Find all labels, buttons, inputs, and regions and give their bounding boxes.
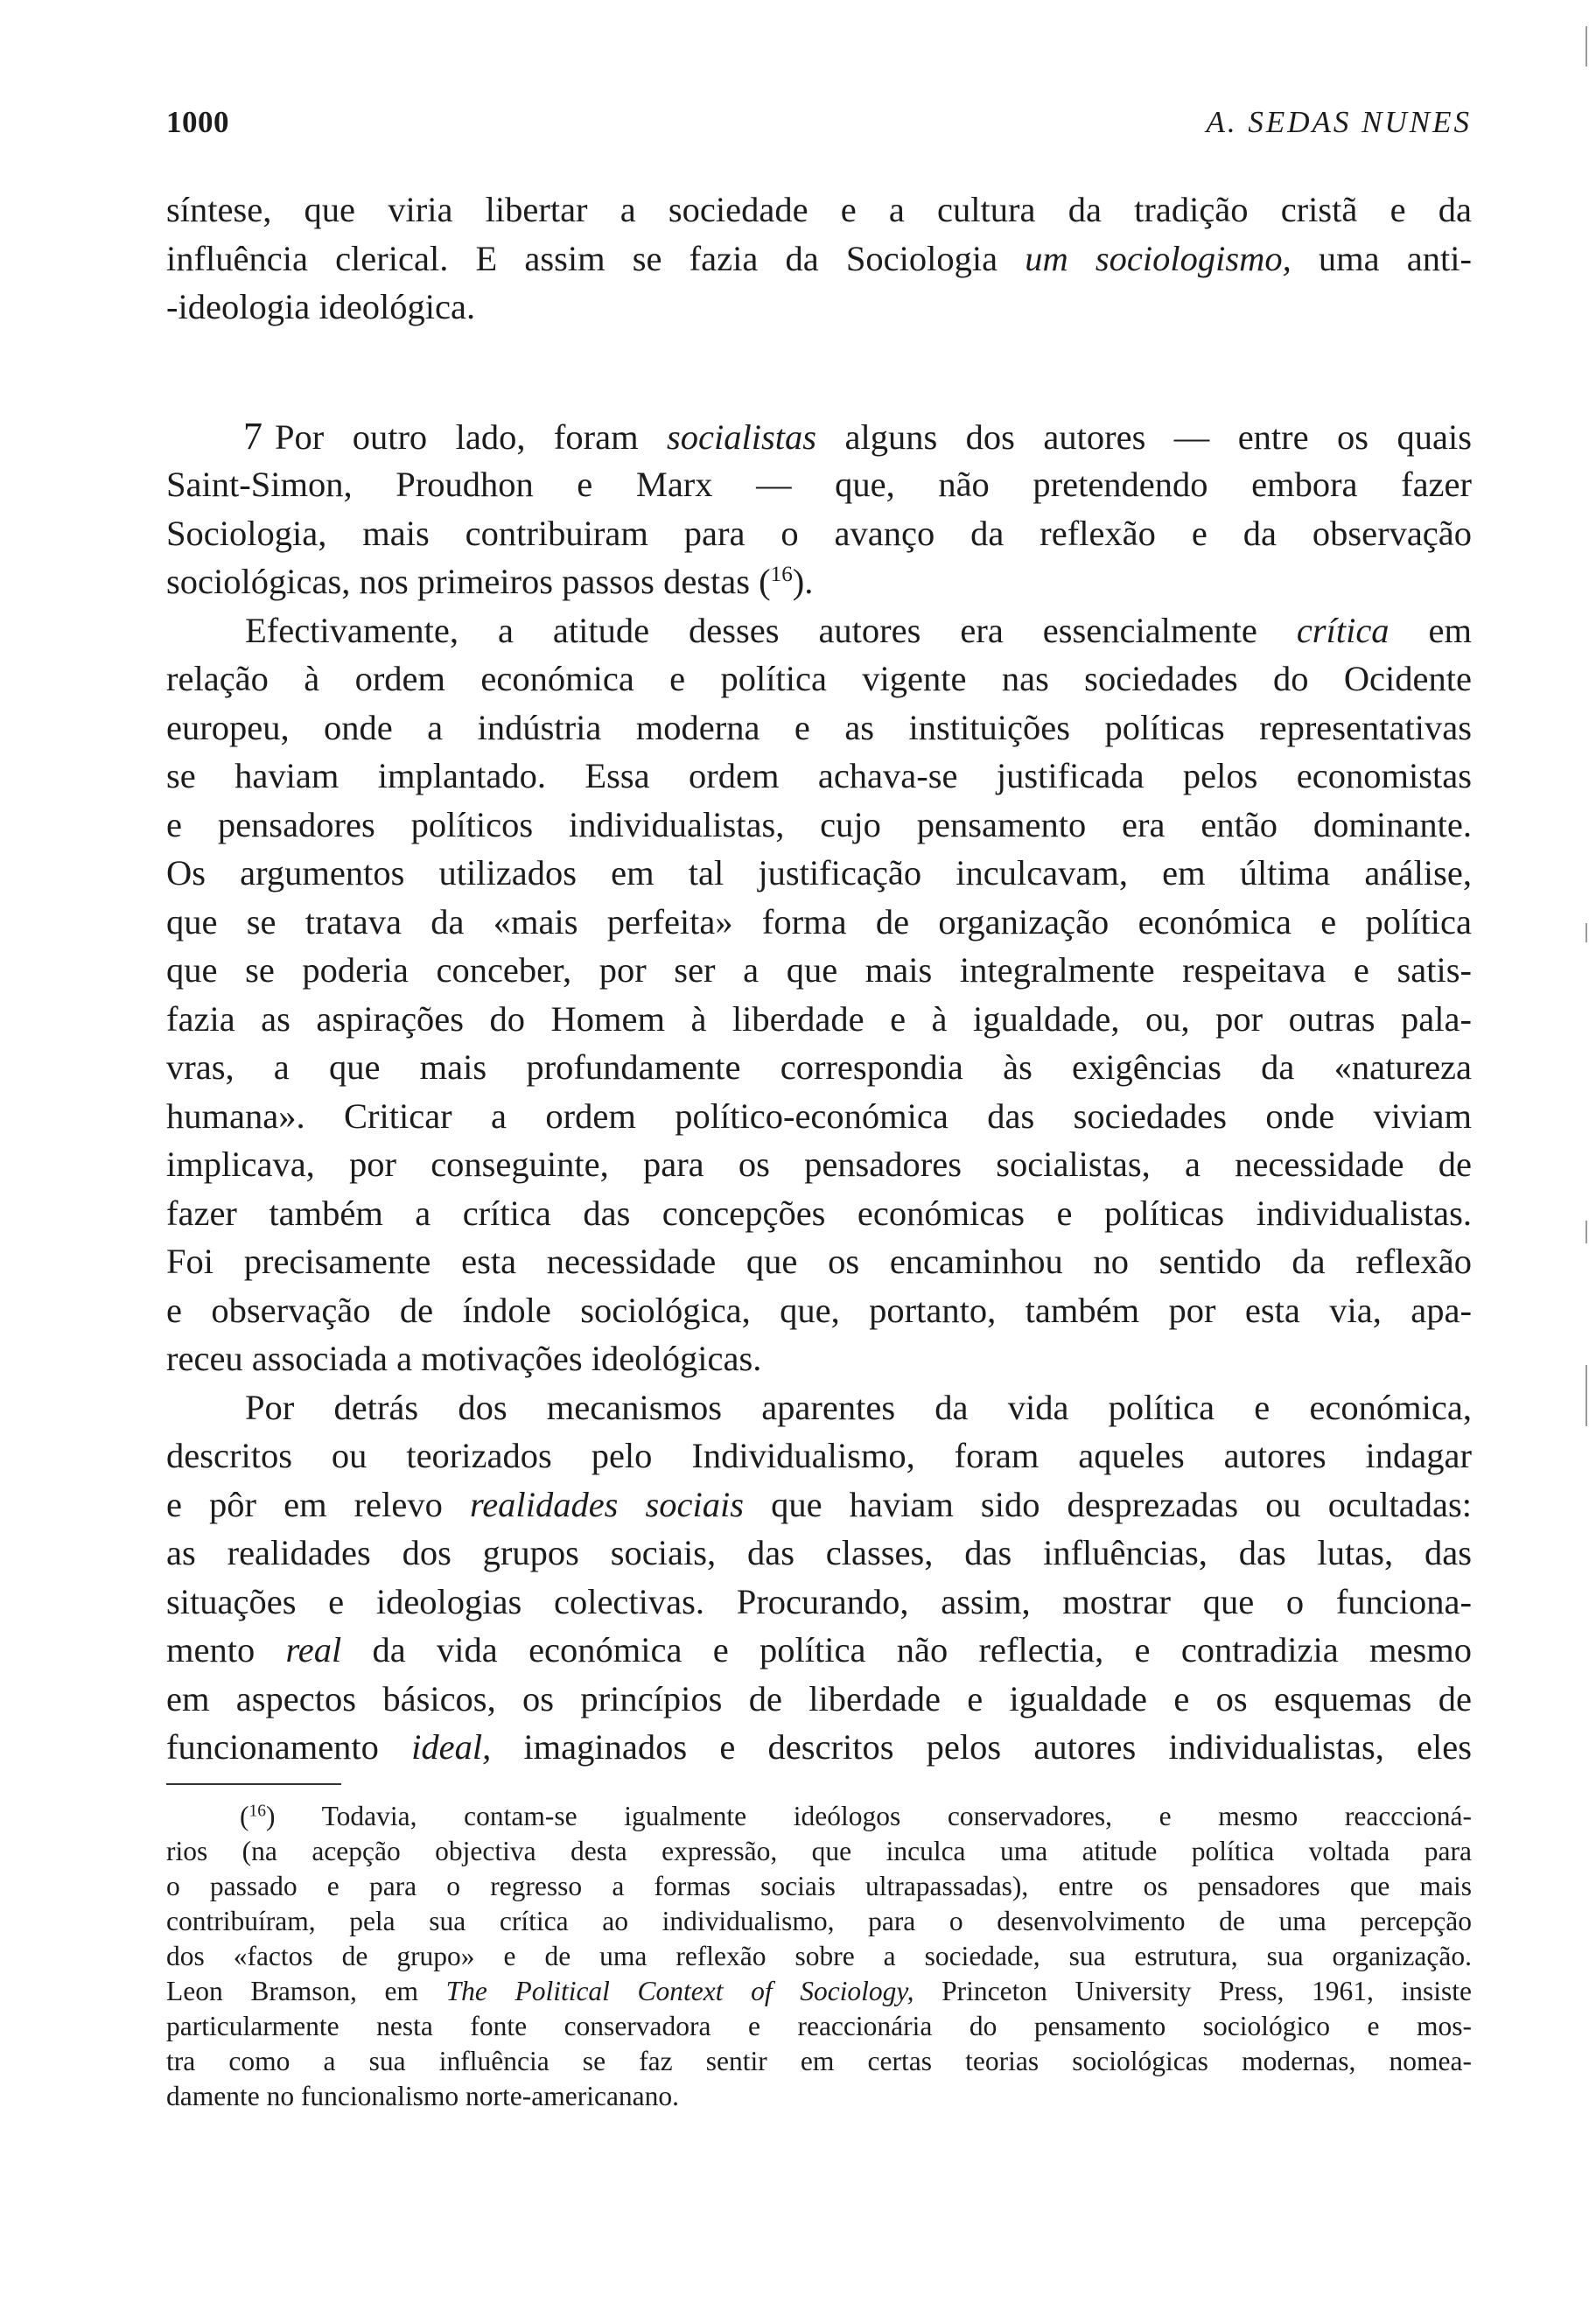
text-line: e observação de índole sociológica, que, portanto, também por esta via, apa- — [166, 1290, 1472, 1330]
footnote-line: dos «factos de grupo» e de uma reflexão sobre a sociedade, sua estrutura, sua organização. — [166, 1941, 1472, 1971]
italic-term: socialistas — [667, 416, 817, 457]
footnote-line: tra como a sua influência se faz sentir em certas teorias sociológicas modernas, nomea- — [166, 2046, 1472, 2076]
text-line: situações e ideologias colectivas. Procurando, assim, mostrar que o funciona- — [166, 1581, 1472, 1621]
text-line: receu associada a motivações ideológicas. — [166, 1339, 762, 1378]
italic-term: realidades sociais — [469, 1484, 745, 1524]
text-line: sociológicas, nos primeiros passos destas ($^{16}$). — [166, 562, 814, 601]
footnote-reference: 16 — [770, 563, 793, 587]
text-line: -ideologia ideológica. — [166, 287, 476, 326]
footnote-marker: ($^{16}$) — [240, 1801, 276, 1831]
footnote-line: rios (na acepção objectiva desta expressão, que inculca uma atitude política voltada para — [166, 1836, 1472, 1866]
italic-term: real — [285, 1630, 342, 1670]
text-line: se haviam implantado. Essa ordem achava-se justificada pelos economistas — [166, 756, 1472, 795]
text-line: funcionamento ideal, imaginados e descritos pelos autores individualistas, eles — [166, 1727, 1473, 1767]
footnote-line: contribuíram, pela sua crítica ao individualismo, para o desenvolvimento de uma percepção — [166, 1906, 1472, 1936]
scan-margin-mark — [1586, 26, 1587, 66]
text-line: humana». Criticar a ordem político-económica das sociedades onde viviam — [166, 1096, 1472, 1136]
text-line: descritos ou teorizados pelo Individualismo, foram aqueles autores indagar — [166, 1436, 1472, 1475]
footnote-16 — [166, 1799, 1472, 2114]
italic-term: ideal, — [411, 1727, 492, 1767]
text-line: fazer também a crítica das concepções económicas e políticas individualistas. — [166, 1193, 1472, 1233]
running-head-author: A. SEDAS NUNES — [1206, 105, 1472, 139]
paragraph-3 — [166, 606, 1472, 1383]
paragraph-1 — [166, 186, 1472, 332]
text-line: e pôr em relevo realidades sociais que haviam sido desprezadas ou ocultadas: — [166, 1484, 1473, 1524]
section-7 — [166, 412, 1472, 606]
text-line: relação à ordem económica e política vigente nas sociedades do Ocidente — [166, 659, 1472, 698]
text-line: Por detrás dos mecanismos aparentes da vida política e económica, — [245, 1387, 1472, 1427]
text-line: influência clerical. E assim se fazia da Sociologia um sociologismo, uma anti- — [166, 238, 1473, 278]
page-number: 1000 — [166, 105, 229, 139]
text-line: 7 Por outro lado, foram socialistas alguns dos autores — entre os quais — [243, 414, 1472, 458]
running-head — [166, 105, 1472, 149]
footnote-line: o passado e para o regresso a formas sociais ultrapassadas), entre os pensadores que mais — [166, 1871, 1472, 1901]
footnote-line: ($^{16}$) Todavia, contam-se igualmente ideólogos conservadores, e mesmo reacccioná- — [240, 1801, 1472, 1831]
footnote-line: particularmente nesta fonte conservadora e reaccionária do pensamento sociológico e mos- — [166, 2011, 1472, 2041]
scan-margin-mark — [1586, 923, 1587, 942]
text-line: fazia as aspirações do Homem à liberdade e à igualdade, ou, por outras pala- — [166, 998, 1472, 1039]
text-line: Foi precisamente esta necessidade que os encaminhou no sentido da reflexão — [166, 1242, 1472, 1281]
scan-margin-mark — [1586, 1365, 1587, 1426]
text-line: que se poderia conceber, por ser a que mais integralmente respeitava e satis- — [166, 950, 1472, 990]
text-line: as realidades dos grupos sociais, das classes, das influências, das lutas, das — [166, 1533, 1472, 1572]
text-line: Saint-Simon, Proudhon e Marx — que, não pretendendo embora fazer — [166, 465, 1472, 504]
body-text — [166, 186, 1472, 1772]
text-line: implicava, por conseguinte, para os pensadores socialistas, a necessidade de — [166, 1144, 1472, 1184]
text-line: europeu, onde a indústria moderna e as instituições políticas representativas — [166, 707, 1472, 747]
text-line: e pensadores políticos individualistas, cujo pensamento era então dominante. — [166, 804, 1472, 844]
section-number: 7 — [243, 414, 262, 458]
text-line: mento real da vida económica e política não reflectia, e contradizia mesmo — [166, 1630, 1472, 1670]
scan-margin-mark — [1586, 1221, 1587, 1243]
italic-term: crítica — [1296, 610, 1390, 650]
text-line: em aspectos básicos, os princípios de liberdade e igualdade e os esquemas de — [166, 1678, 1472, 1718]
text-line: vras, a que mais profundamente correspondia às exigências da «natureza — [166, 1047, 1472, 1087]
italic-title: The Political Context of Sociology, — [445, 1976, 914, 2006]
footnote-line: Leon Bramson, em The Political Context of Sociology, Princeton University Press, 1961, insiste — [166, 1976, 1473, 2006]
paragraph-4 — [166, 1383, 1472, 1772]
text-line: Efectivamente, a atitude desses autores era essencialmente crítica em — [245, 610, 1472, 650]
text-line: Os argumentos utilizados em tal justificação inculcavam, em última análise, — [166, 853, 1472, 892]
text-line: que se tratava da «mais perfeita» forma de organização económica e política — [166, 901, 1472, 942]
section-gap — [166, 332, 1472, 412]
italic-term: um sociologismo, — [1025, 238, 1292, 278]
footnote-separator — [166, 1783, 341, 1785]
text-line: síntese, que viria libertar a sociedade e a cultura da tradição cristã e da — [166, 190, 1472, 229]
text-line: Sociologia, mais contribuiram para o avanço da reflexão e da observação — [166, 513, 1472, 553]
footnote-line: damente no funcionalismo norte-americanano. — [166, 2081, 680, 2111]
